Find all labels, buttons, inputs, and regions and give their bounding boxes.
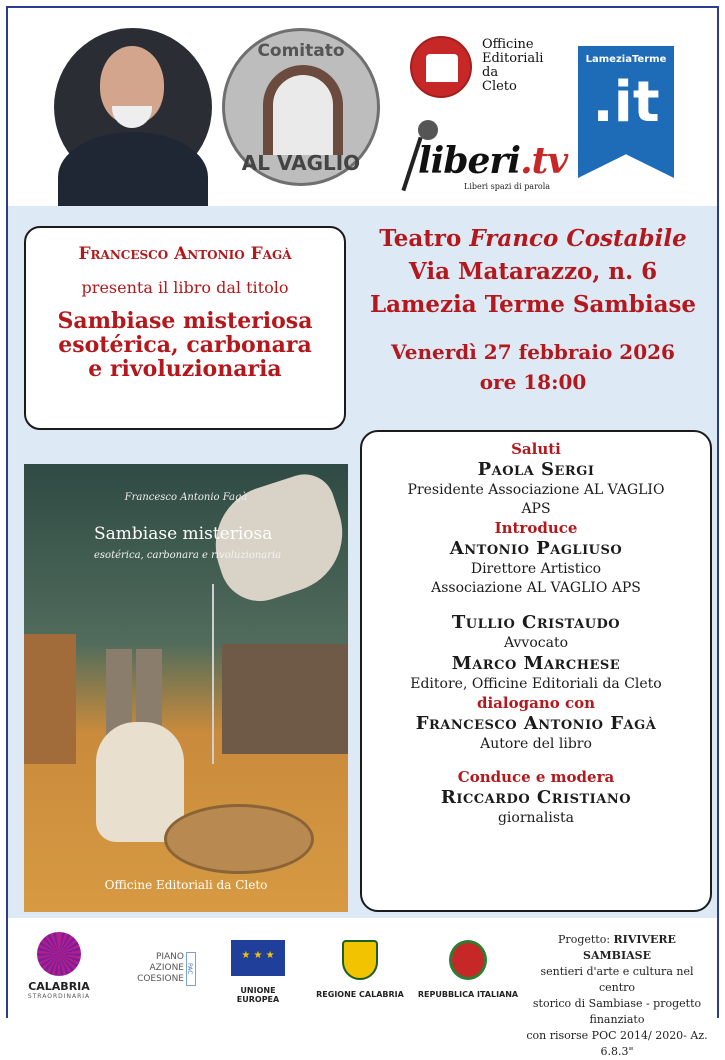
saluti-name: Paola Sergi bbox=[477, 459, 595, 480]
officine-line: Cleto bbox=[482, 79, 517, 94]
pac-line: COESIONE bbox=[137, 974, 184, 984]
introduce-role: Direttore Artistico bbox=[470, 561, 602, 577]
officine-editoriali-logo bbox=[410, 36, 570, 102]
repubblica-italiana-logo bbox=[416, 940, 520, 999]
venue-theatre: Teatro Franco Costabile bbox=[379, 225, 687, 252]
eu-logo bbox=[222, 940, 294, 1004]
saluti-role: Presidente Associazione AL VAGLIO bbox=[407, 482, 665, 498]
italian-emblem-icon bbox=[449, 940, 487, 980]
officine-line: Editoriali bbox=[482, 51, 544, 66]
introduce-label: Introduce bbox=[494, 519, 578, 537]
conduce-label: Conduce e modera bbox=[457, 768, 615, 786]
project-title: Progetto: RIVIVERE SAMBIASE bbox=[558, 933, 676, 962]
venue-address: Via Matarazzo, n. 6 bbox=[408, 258, 658, 285]
speaker2-role: Editore, Officine Editoriali da Cleto bbox=[410, 676, 662, 692]
regione-shield-icon bbox=[342, 940, 378, 980]
saluti-role: APS bbox=[521, 501, 551, 517]
regione-label: REGIONE CALABRIA bbox=[316, 990, 404, 999]
author-name: Francesco Antonio Fagà bbox=[415, 713, 657, 734]
book-title bbox=[26, 309, 344, 381]
liberi-tv-logo bbox=[406, 118, 576, 194]
book-title-line: esotérica, carbonara bbox=[58, 332, 312, 358]
conduce-role: giornalista bbox=[497, 810, 575, 826]
cover-title: Sambiase misteriosa bbox=[94, 524, 273, 544]
lamezia-terme-it-logo bbox=[578, 46, 674, 178]
event-date: Venerdì 27 febbraio 2026 bbox=[391, 340, 675, 364]
book-title-line: e rivoluzionaria bbox=[88, 356, 282, 382]
dialogano-label: dialogano con bbox=[477, 694, 595, 712]
officine-line: Officine bbox=[482, 37, 534, 52]
book-title-line: Sambiase misteriosa bbox=[57, 308, 313, 334]
arcade-illustration bbox=[24, 634, 76, 764]
calabria-name: CALABRIA bbox=[28, 980, 90, 993]
project-line: storico di Sambiase - progetto finanziato bbox=[532, 997, 702, 1026]
event-time: ore 18:00 bbox=[479, 370, 587, 394]
introduce-name: Antonio Pagliuso bbox=[449, 538, 623, 559]
sundial-illustration bbox=[164, 804, 314, 874]
pac-tag: PAC bbox=[186, 952, 196, 986]
microphone-icon bbox=[418, 120, 438, 140]
building-illustration bbox=[222, 644, 348, 754]
book-announcement-box bbox=[24, 226, 346, 430]
book-cover bbox=[24, 464, 348, 912]
officine-line: da bbox=[482, 65, 499, 80]
eu-label: UNIONE EUROPEA bbox=[236, 986, 280, 1004]
comitato-line2: AL VAGLIO bbox=[241, 151, 361, 175]
cover-publisher: Officine Editoriali da Cleto bbox=[104, 878, 268, 892]
liberi-logo-text: liberi.tv bbox=[418, 140, 568, 182]
conduce-name: Riccardo Cristiano bbox=[440, 787, 632, 808]
cover-author: Francesco Antonio Fagà bbox=[124, 492, 248, 503]
calabria-sub: STRAORDINARIA bbox=[27, 993, 91, 1000]
officine-seal-icon bbox=[410, 36, 472, 98]
comitato-line1: Comitato bbox=[257, 41, 345, 61]
logo-strip bbox=[8, 8, 717, 206]
officine-name bbox=[482, 38, 543, 94]
event-details bbox=[8, 206, 717, 918]
repubblica-label: REPUBBLICA ITALIANA bbox=[417, 990, 519, 999]
project-note bbox=[524, 932, 710, 1060]
flower-icon bbox=[37, 932, 81, 976]
poster bbox=[6, 6, 719, 1058]
comitato-al-vaglio-logo bbox=[222, 28, 380, 186]
lamezia-it: .it bbox=[592, 70, 660, 135]
announcement-author: Francesco Antonio Fagà bbox=[78, 244, 292, 264]
lamezia-label: LameziaTerme bbox=[585, 54, 667, 65]
speaker1-name: Tullio Cristaudo bbox=[451, 612, 621, 633]
speaker2-name: Marco Marchese bbox=[451, 653, 621, 674]
piano-azione-coesione-logo bbox=[106, 952, 193, 985]
introduce-role: Associazione AL VAGLIO APS bbox=[431, 580, 641, 596]
venue-city: Lamezia Terme Sambiase bbox=[369, 291, 697, 318]
project-line: sentieri d'arte e cultura nel centro bbox=[540, 965, 694, 994]
author-role: Autore del libro bbox=[480, 736, 592, 752]
calabria-straordinaria-logo bbox=[24, 932, 94, 1002]
eu-flag-icon bbox=[231, 940, 285, 976]
regione-calabria-logo bbox=[314, 940, 406, 999]
pendulum-illustration bbox=[212, 584, 214, 764]
speaker1-role: Avvocato bbox=[503, 635, 569, 651]
liberi-tagline: Liberi spazi di parola bbox=[464, 182, 551, 191]
pac-line: AZIONE bbox=[149, 963, 184, 973]
announcement-presents: presenta il libro dal titolo bbox=[81, 278, 289, 297]
program-box bbox=[360, 430, 712, 912]
sponsor-footer bbox=[8, 918, 717, 1058]
cover-subtitle: esotérica, carbonara e rivoluzionaria bbox=[94, 550, 282, 561]
saluti-label: Saluti bbox=[511, 440, 561, 458]
project-line: con risorse POC 2014/ 2020- Az. 6.8.3" bbox=[526, 1029, 708, 1058]
venue-info bbox=[358, 222, 708, 397]
pac-line: PIANO bbox=[155, 952, 184, 962]
author-portrait bbox=[54, 28, 212, 186]
